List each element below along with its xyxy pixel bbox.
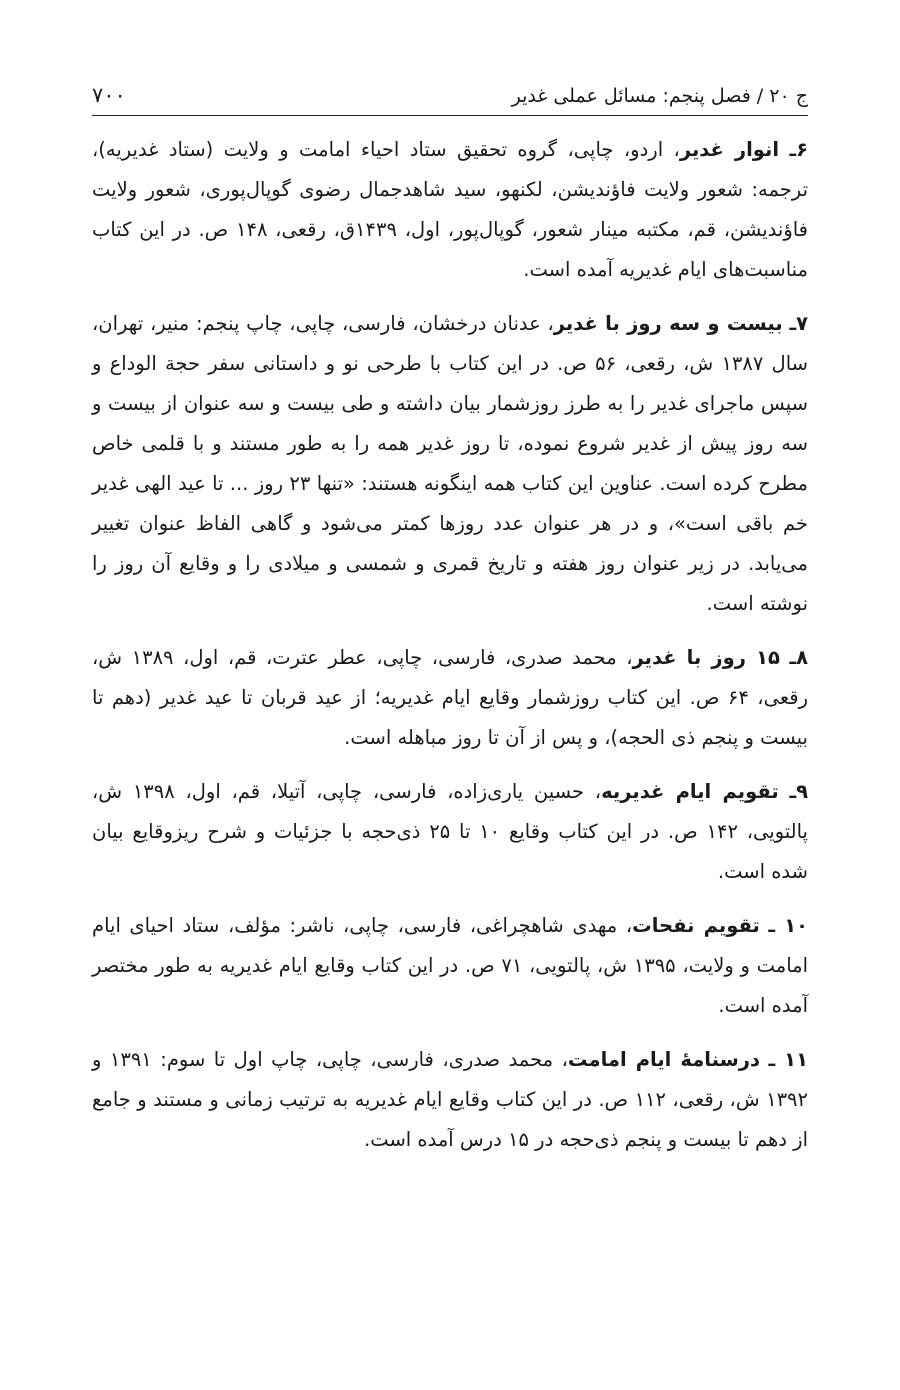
entry-number: ۱۱ ـ: [768, 1048, 808, 1071]
book-page: [92, 60, 808, 1174]
entry-number: ۹ـ: [789, 780, 809, 803]
bibliography-entry: [92, 638, 808, 758]
bibliography-list: [92, 130, 808, 1160]
entry-number: ۸ـ: [789, 646, 809, 669]
page-header: [92, 60, 808, 116]
entry-text: ، محمد صدری، فارسی، چاپی، عطر عترت، قم، اول، ۱۳۸۹ ش، رقعی، ۶۴ ص. این کتاب روزشمار وقایع ایام غدیریه؛ از عید قربان تا عید غدیر (دهم تا بیست و پنجم ذی الحجه)، و پس از آن تا روز مباهله است.: [92, 646, 808, 749]
entry-text: ، مهدی شاهچراغی، فارسی، چاپی، ناشر: مؤلف، ستاد احیای ایام امامت و ولایت، ۱۳۹۵ ش، پالتویی، ۷۱ ص. در این کتاب وقایع ایام غدیریه به طور مختصر آمده است.: [92, 914, 808, 1017]
entry-title: تقویم ایام غدیریه: [601, 780, 779, 803]
running-title: ج ۲۰ / فصل پنجم: مسائل عملی غدیر: [511, 85, 808, 107]
bibliography-entry: [92, 906, 808, 1026]
entry-title: تقویم نفحات: [632, 914, 760, 937]
bibliography-entry: [92, 304, 808, 624]
entry-number: ۷ـ: [789, 312, 809, 335]
entry-text: ، عدنان درخشان، فارسی، چاپی، چاپ پنجم: منیر، تهران، سال ۱۳۸۷ ش، رقعی، ۵۶ ص. در این کتاب با طرحی نو و داستانی سفر حجة الوداع و سپس ماجرای غدیر را به طرز روزشمار بیان داشته و طی بیست و سه عنوان از بیست و سه روز پیش از غدیر شروع نموده، تا روز غدیر همه را به طور مستند و با قلمی خاص مطرح کرده است. عناوین این کتاب همه اینگونه هستند: «تنها ۲۳ روز ... تا عید الهی غدیر خم باقی است»، و در هر عنوان عدد روزها کمتر می‌شود و گاهی الفاظ عنوان تغییر می‌یابد. در زیر عنوان روز هفته و تاریخ قمری و شمسی و میلادی را و وقایع آن روز را نوشته است.: [92, 312, 808, 615]
entry-text: ، اردو، چاپی، گروه تحقیق ستاد احیاء امامت و ولایت (ستاد غدیریه)، ترجمه: شعور ولایت فاؤندیشن، لکنهو، سید شاهدجمال رضوی گوپال‌پوری، شعور ولایت فاؤندیشن، قم، مکتبه مینار شعور، گوپال‌پور، اول، ۱۴۳۹ق، رقعی، ۱۴۸ ص. در این کتاب مناسبت‌های ایام غدیریه آمده است.: [92, 138, 808, 281]
entry-number: ۶ـ: [789, 138, 809, 161]
bibliography-entry: [92, 772, 808, 892]
entry-text: ، حسین یاری‌زاده، فارسی، چاپی، آتیلا، قم، اول، ۱۳۹۸ ش، پالتویی، ۱۴۲ ص. در این کتاب وقایع ۱۰ تا ۲۵ ذی‌حجه با جزئیات و شرح ریزوقایع بیان شده است.: [92, 780, 808, 883]
entry-title: درسنامۀ ایام امامت: [567, 1048, 760, 1071]
entry-title: انوار غدیر: [679, 138, 780, 161]
entry-text: ، محمد صدری، فارسی، چاپی، چاپ اول تا سوم: ۱۳۹۱ و ۱۳۹۲ ش، رقعی، ۱۱۲ ص. در این کتاب وقایع ایام غدیریه به ترتیب زمانی و مستند و جامع از دهم تا بیست و پنجم ذی‌حجه در ۱۵ درس آمده است.: [92, 1048, 809, 1151]
page-number: ۷۰۰: [92, 83, 126, 107]
bibliography-entry: [92, 1040, 808, 1160]
entry-title: بیست و سه روز با غدیر: [553, 312, 783, 335]
bibliography-entry: [92, 130, 808, 290]
entry-title: ۱۵ روز با غدیر: [632, 646, 780, 669]
entry-number: ۱۰ ـ: [768, 914, 809, 937]
